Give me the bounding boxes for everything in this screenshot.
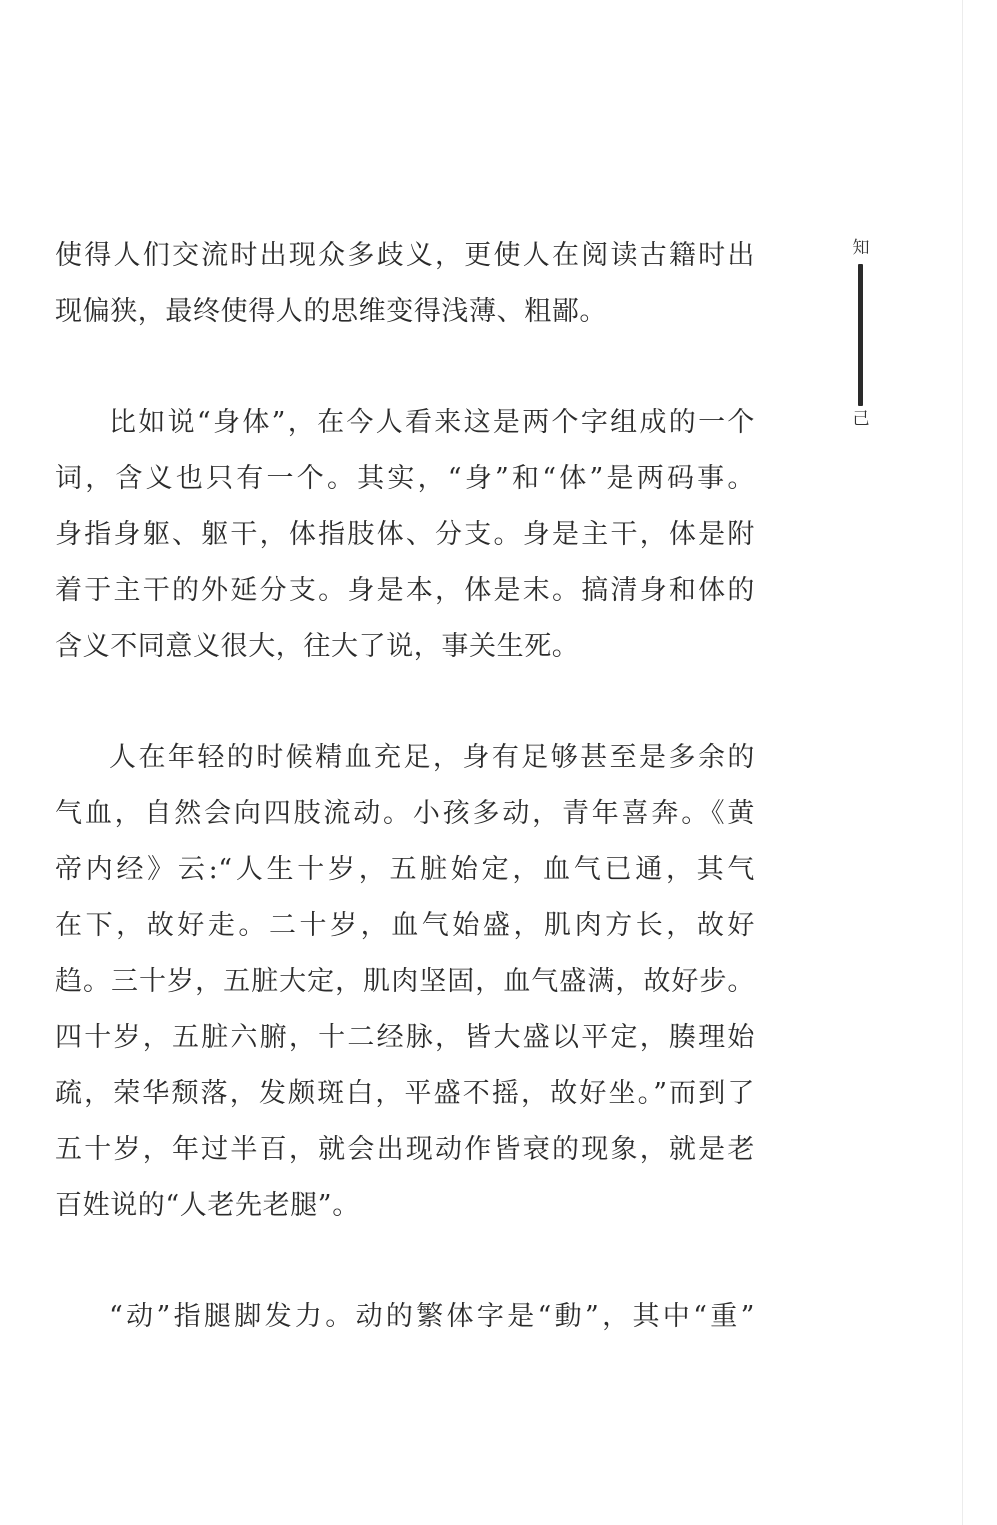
- text-line: 着于主干的外延分支。身是本，体是末。搞清身和体的: [55, 575, 755, 606]
- text-line: 趋。三十岁，五脏大定，肌肉坚固，血气盛满，故好步。: [55, 966, 755, 997]
- text-line: 四十岁，五脏六腑，十二经脉，皆大盛以平定，腠理始: [55, 1022, 755, 1053]
- text-line: 五十岁，年过半百，就会出现动作皆衰的现象，就是老: [55, 1134, 755, 1165]
- text-line: 气血，自然会向四肢流动。小孩多动，青年喜奔。《黄: [55, 798, 755, 829]
- text-line: 身指身躯、躯干，体指肢体、分支。身是主干，体是附: [55, 519, 755, 550]
- text-line: “动”指腿脚发力。动的繁体字是“動”，其中“重”: [109, 1301, 755, 1332]
- text-line: 人在年轻的时候精血充足，身有足够甚至是多余的: [109, 742, 755, 773]
- paragraph-1: [55, 228, 755, 340]
- side-tab-bottom-char: 己: [852, 409, 870, 429]
- text-line: 比如说“身体”，在今人看来这是两个字组成的一个: [109, 407, 755, 438]
- chapter-side-tab: [848, 236, 874, 432]
- text-line: 百姓说的“人老先老腿”。: [55, 1190, 360, 1221]
- body-text: [55, 228, 755, 1400]
- paragraph-2: [55, 395, 755, 675]
- text-line: 帝内经》云:“人生十岁，五脏始定，血气已通，其气: [55, 854, 755, 885]
- side-tab-top-char: 知: [852, 238, 870, 258]
- text-line: 现偏狭，最终使得人的思维变得浅薄、粗鄙。: [55, 296, 607, 327]
- text-line: 词，含义也只有一个。其实，“身”和“体”是两码事。: [55, 463, 755, 494]
- side-tab-bar: [858, 264, 863, 406]
- text-line: 含义不同意义很大，往大了说，事关生死。: [55, 631, 580, 662]
- text-line: 疏，荣华颓落，发颇斑白，平盛不摇，故好坐。”而到了: [55, 1078, 755, 1109]
- text-line: 在下，故好走。二十岁，血气始盛，肌肉方长，故好: [55, 910, 755, 941]
- text-line: 使得人们交流时出现众多歧义，更使人在阅读古籍时出: [55, 240, 755, 271]
- paragraph-3: [55, 730, 755, 1234]
- page-edge-line: [962, 0, 963, 1525]
- paragraph-4: [55, 1289, 755, 1345]
